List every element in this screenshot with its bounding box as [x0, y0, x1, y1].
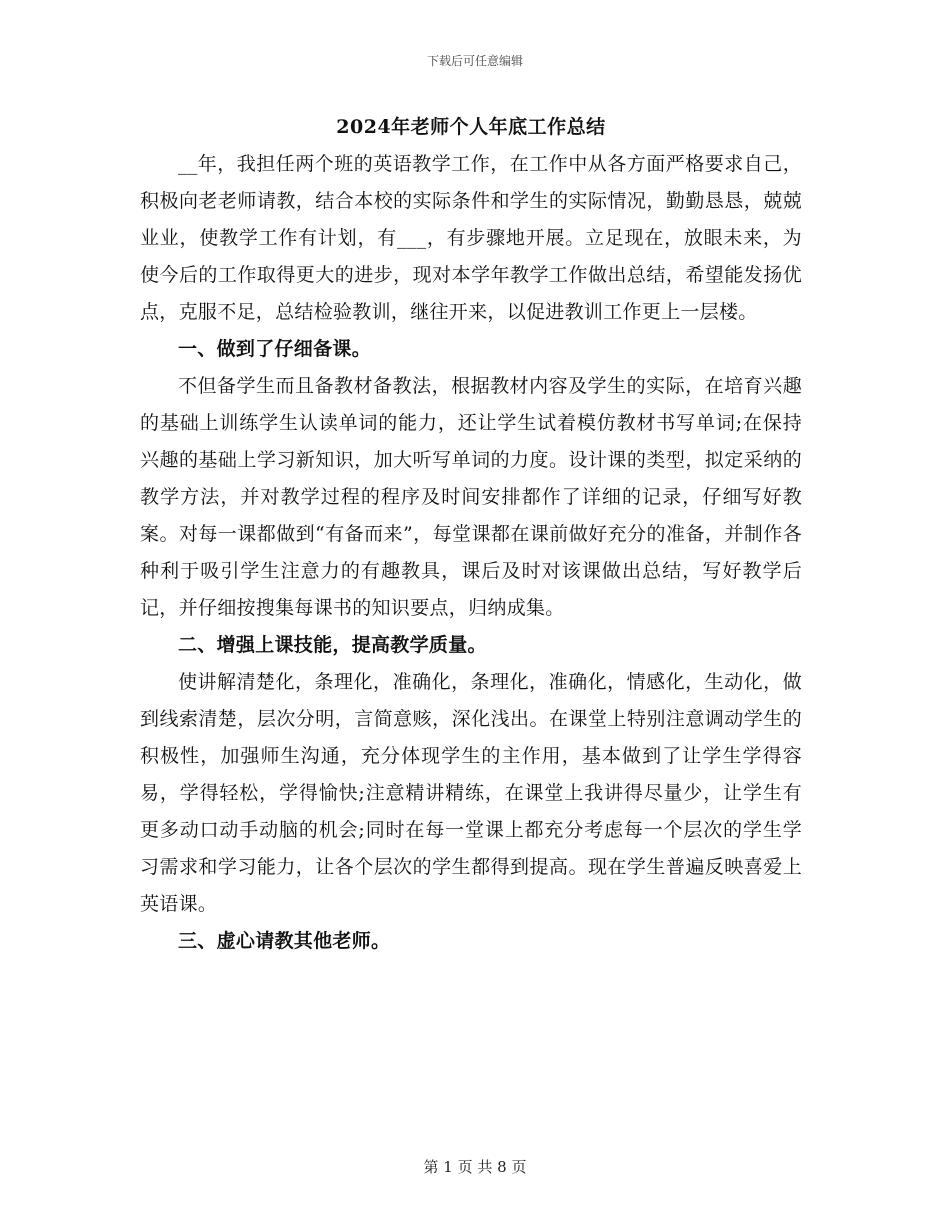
document-title: 2024年老师个人年底工作总结 [336, 116, 606, 138]
section-3-heading: 三、虚心请教其他老师。 [178, 930, 391, 952]
page-footer: 第 1 页 共 8 页 [423, 1158, 527, 1176]
header-note: 下载后可任意编辑 [426, 54, 523, 68]
section-2-body: 使讲解清楚化，条理化，准确化，条理化，准确化，情感化，生动化，做到线索清楚，层次分明，言简意赅，深化浅出。在课堂上特别注意调动学生的积极性，加强师生沟通，充分体现学生的主作用，基本做到了让学生学得容易，学得轻松，学得愉快;注意精讲精练，在课堂上我讲得尽量少，让学生有更多动口动手动脑的机会;同时在每一堂课上都充分考虑每一个层次的学生学习需求和学习能力，让各个层次的学生都得到提高。现在学生普遍反映喜爱上英语课。 [140, 671, 802, 915]
section-1-heading: 一、做到了仔细备课。 [178, 338, 372, 360]
intro-paragraph: __年，我担任两个班的英语教学工作，在工作中从各方面严格要求自己，积极向老老师请教，结合本校的实际条件和学生的实际情况，勤勤恳恳，兢兢业业，使教学工作有计划，有___，有步骤地开展。立足现在，放眼未来，为使今后的工作取得更大的进步，现对本学年教学工作做出总结，希望能发扬优点，克服不足，总结检验教训，继往开来，以促进教训工作更上一层楼。 [140, 153, 802, 323]
document-body [140, 112, 802, 960]
section-2-heading: 二、增强上课技能，提高教学质量。 [178, 634, 487, 656]
section-1-body: 不但备学生而且备教材备教法，根据教材内容及学生的实际，在培育兴趣的基础上训练学生认读单词的能力，还让学生试着模仿教材书写单词;在保持兴趣的基础上学习新知识，加大听写单词的力度。设计课的类型，拟定采纳的教学方法，并对教学过程的程序及时间安排都作了详细的记录，仔细写好教案。对每一课都做到“有备而来”，每堂课都在课前做好充分的准备，并制作各种利于吸引学生注意力的有趣教具，课后及时对该课做出总结，写好教学后记，并仔细按搜集每课书的知识要点，归纳成集。 [140, 375, 802, 619]
